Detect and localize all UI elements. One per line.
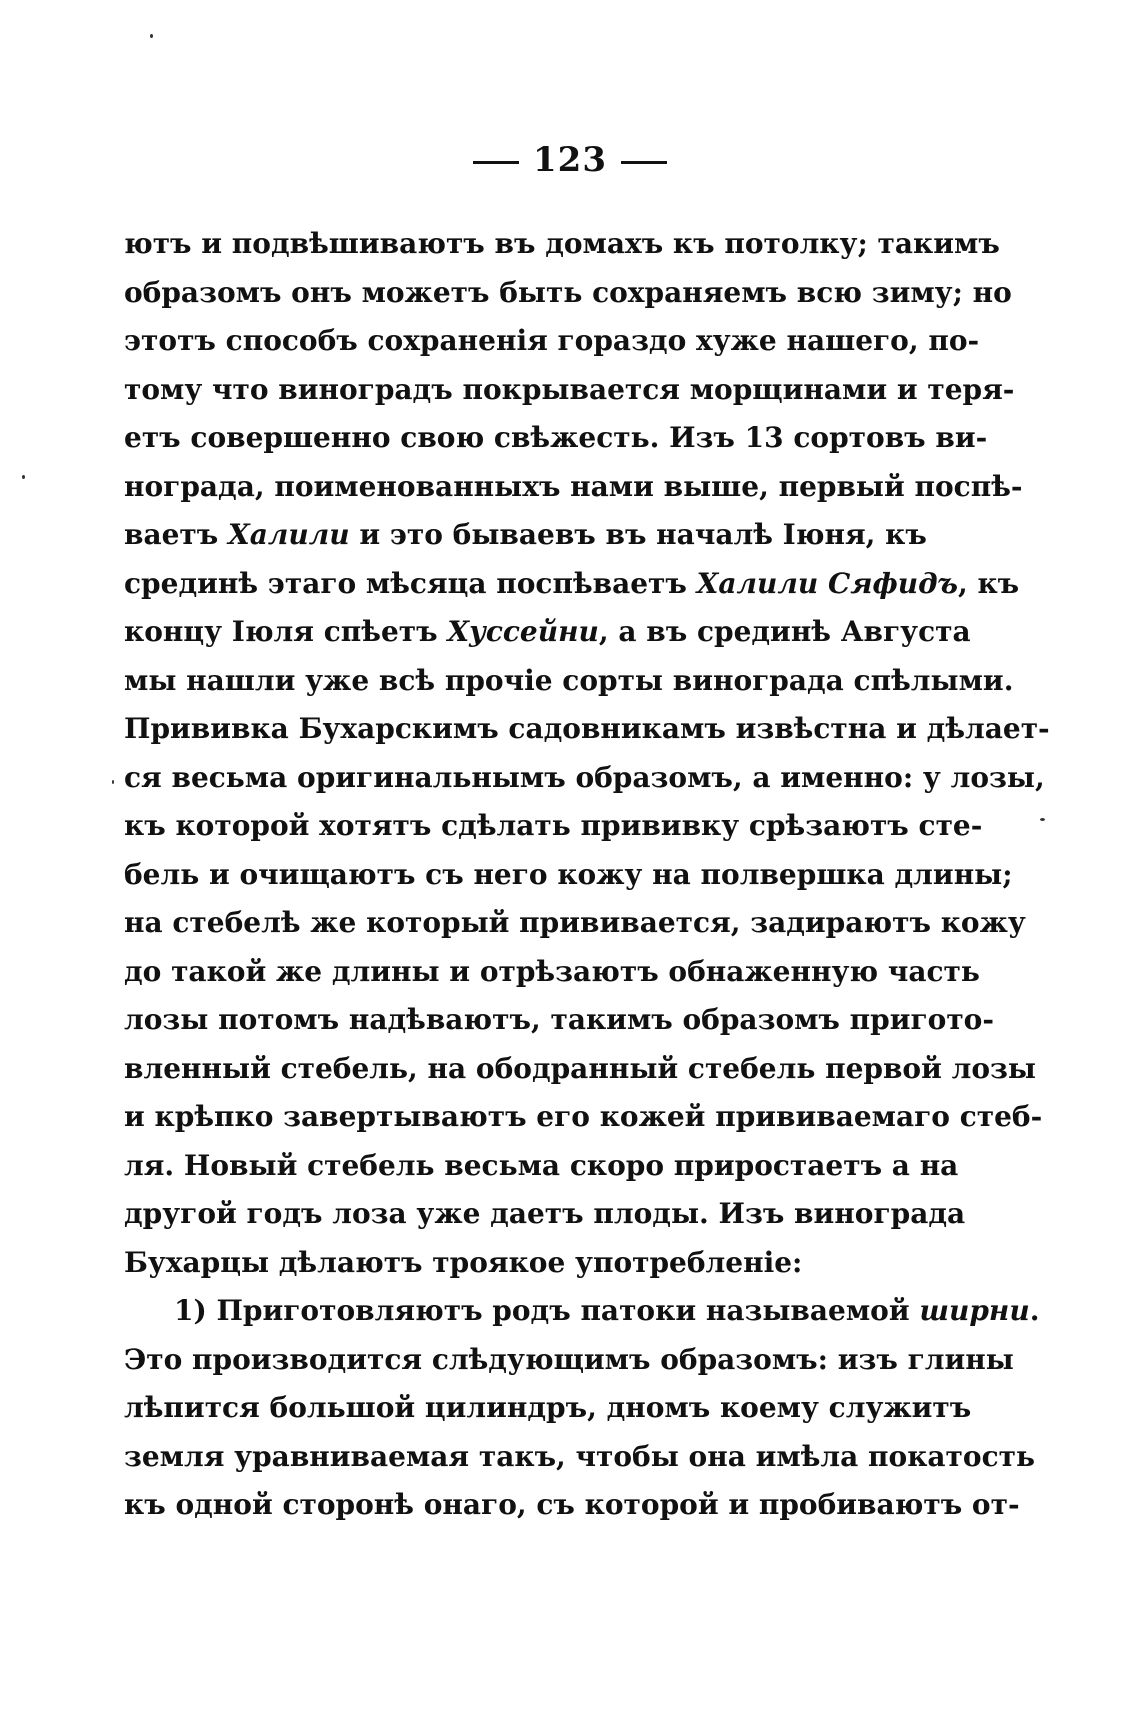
text-line [124, 608, 971, 657]
page-number-dash-left [473, 161, 519, 164]
text-line [124, 414, 988, 463]
text-line [124, 754, 1045, 803]
text-line [124, 317, 980, 366]
text-line [124, 899, 1026, 948]
text-span: Бухарцы дѣлаютъ троякое употребленіе: [124, 1245, 803, 1279]
text-line [124, 1045, 1036, 1094]
scan-speck [112, 780, 114, 784]
text-line [124, 220, 1000, 269]
text-line [124, 1384, 972, 1433]
text-span: до такой же длины и отрѣзаютъ обнаженную часть [124, 954, 980, 988]
text-span: мы нашли уже всѣ прочіе сорты винограда спѣлыми. [124, 663, 1014, 697]
text-span: бель и очищаютъ съ него кожу на полвершка длины; [124, 857, 1013, 891]
text-span: къ одной сторонѣ онаго, съ которой и пробиваютъ от- [124, 1488, 1020, 1521]
text-line [124, 948, 980, 997]
text-span: этотъ способъ сохраненія гораздо хуже нашего, по- [124, 324, 980, 357]
body-text [124, 220, 1050, 1530]
text-span: къ которой хотятъ сдѣлать прививку срѣзаютъ сте- [124, 809, 983, 842]
text-span: и крѣпко завертываютъ его кожей прививаемаго стеб- [124, 1100, 1043, 1133]
text-line [124, 657, 1014, 706]
text-span: Это производится слѣдующимъ образомъ: изъ глины [124, 1342, 1014, 1376]
text-span: ся весьма оригинальнымъ образомъ, а именно: у лозы, [124, 760, 1045, 794]
text-span: другой годъ лоза уже даетъ плоды. Изъ винограда [124, 1197, 966, 1230]
italic-term: Хуссейни [447, 615, 599, 648]
text-line [124, 1190, 966, 1239]
text-span: тому что виноградъ покрывается морщинами и теря- [124, 372, 1015, 406]
text-span: етъ совершенно свою свѣжесть. Изъ 13 сортовъ ви- [124, 421, 988, 454]
text-span: ютъ и подвѣшиваютъ въ домахъ къ потолку; такимъ [124, 227, 1000, 260]
text-span: 1) Приготовляютъ родъ патоки называемой [174, 1294, 920, 1327]
text-span: земля уравниваемая такъ, чтобы она имѣла покатость [124, 1439, 1035, 1473]
text-line [124, 1093, 1043, 1142]
text-span: и это бываевъ въ началѣ Іюня, къ [349, 518, 927, 551]
text-span: вленный стебель, на ободранный стебель первой лозы [124, 1051, 1036, 1085]
text-line [124, 1481, 1020, 1530]
text-line [124, 560, 1020, 609]
text-span: , къ [957, 566, 1020, 600]
text-span: нограда, поименованныхъ нами выше, первый поспѣ- [124, 469, 1023, 503]
text-span: образомъ онъ можетъ быть сохраняемъ всю зиму; но [124, 275, 1012, 309]
text-line [124, 463, 1023, 512]
text-line [124, 802, 983, 851]
text-line [124, 1287, 1040, 1336]
text-span: Прививка Бухарскимъ садовникамъ извѣстна и дѣлает- [124, 712, 1050, 745]
italic-term: Халили [228, 518, 350, 551]
text-span: ля. Новый стебель весьма скоро приростаетъ а на [124, 1148, 959, 1182]
text-line [124, 1142, 959, 1191]
text-line [124, 269, 1012, 318]
italic-term: ширни [919, 1294, 1030, 1327]
text-line [124, 1433, 1035, 1482]
scan-speck [150, 34, 153, 38]
text-line [124, 705, 1050, 754]
page-number-value: 123 [533, 140, 607, 180]
text-span: лѣпится большой цилиндръ, дномъ коему служитъ [124, 1391, 972, 1424]
text-span: лозы потомъ надѣваютъ, такимъ образомъ пригото- [124, 1003, 994, 1036]
text-span: . [1029, 1294, 1040, 1327]
italic-term: Халили Сяфидъ [696, 566, 958, 600]
text-line [124, 1336, 1014, 1385]
text-span: , а въ срединѣ Августа [598, 615, 971, 648]
scan-speck [1040, 818, 1045, 821]
text-span: срединѣ этаго мѣсяца поспѣваетъ [124, 566, 697, 600]
text-line [124, 996, 994, 1045]
page-number-dash-right [621, 161, 667, 164]
text-line [124, 511, 927, 560]
text-span: ваетъ [124, 518, 228, 551]
scan-speck [22, 475, 25, 479]
text-span: на стебелѣ же который прививается, задираютъ кожу [124, 906, 1026, 939]
text-line [124, 851, 1013, 900]
text-line [124, 366, 1015, 415]
page-number [0, 140, 1140, 180]
text-span: концу Іюля спѣетъ [124, 615, 448, 648]
text-line [124, 1239, 918, 1288]
